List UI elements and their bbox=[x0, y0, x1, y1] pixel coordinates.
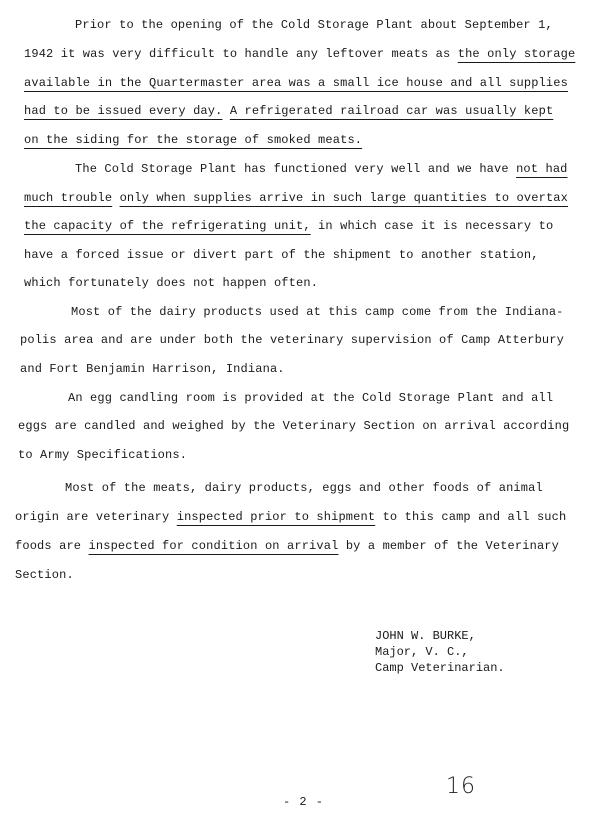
text-segment: which fortunately does not happen often. bbox=[24, 276, 319, 290]
paragraph-cold-storage-function-line bbox=[24, 191, 568, 205]
underlined-text: available in the Quartermaster area was a small ice house and all supplies bbox=[24, 76, 568, 90]
text-segment: Section. bbox=[15, 568, 74, 582]
underlined-text: the only storage bbox=[457, 47, 576, 61]
handwritten-page-number: 16 bbox=[446, 774, 476, 799]
text-segment: foods are bbox=[15, 539, 89, 553]
underlined-text: inspected for condition on arrival bbox=[88, 539, 339, 553]
underlined-text: A refrigerated railroad car was usually kept bbox=[229, 104, 554, 118]
paragraph-inspection-line bbox=[15, 568, 74, 582]
paragraph-storage-history-line bbox=[24, 104, 553, 118]
text-segment bbox=[222, 104, 229, 118]
text-segment: Prior to the opening of the Cold Storage Plant about September 1, bbox=[75, 18, 553, 32]
text-segment: in which case it is necessary to bbox=[310, 219, 554, 233]
paragraph-egg-candling-line bbox=[18, 419, 569, 433]
underlined-text: not had bbox=[516, 162, 568, 176]
text-segment bbox=[112, 191, 119, 205]
text-segment: have a forced issue or divert part of the shipment to another station, bbox=[24, 248, 539, 262]
paragraph-egg-candling-line bbox=[68, 391, 553, 405]
paragraph-inspection-line bbox=[65, 481, 543, 495]
text-segment: An egg candling room is provided at the Cold Storage Plant and all bbox=[68, 391, 554, 405]
paragraph-dairy-products-line bbox=[20, 362, 285, 376]
underlined-text: inspected prior to shipment bbox=[176, 510, 376, 524]
paragraph-cold-storage-function-line bbox=[24, 276, 318, 290]
paragraph-inspection-line bbox=[15, 539, 559, 553]
underlined-text: the capacity of the refrigerating unit, bbox=[24, 219, 311, 233]
paragraph-storage-history-line bbox=[24, 76, 568, 90]
paragraph-cold-storage-function-line bbox=[24, 219, 553, 233]
signature-name: JOHN W. BURKE, bbox=[375, 629, 476, 643]
paragraph-dairy-products-line bbox=[71, 305, 564, 319]
text-segment: Most of the meats, dairy products, eggs and other foods of animal bbox=[65, 481, 543, 495]
underlined-text: much trouble bbox=[24, 191, 113, 205]
signature-title: Camp Veterinarian. bbox=[375, 661, 505, 675]
underlined-text: on the siding for the storage of smoked meats. bbox=[24, 133, 363, 147]
paragraph-storage-history-line bbox=[75, 18, 553, 32]
paragraph-storage-history-line bbox=[24, 47, 575, 61]
text-segment: origin are veterinary bbox=[15, 510, 177, 524]
text-segment: to Army Specifications. bbox=[18, 448, 188, 462]
page-number: - 2 - bbox=[283, 795, 325, 809]
paragraph-cold-storage-function-line bbox=[75, 162, 568, 176]
paragraph-storage-history-line bbox=[24, 133, 362, 147]
text-segment: The Cold Storage Plant has functioned very well and we have bbox=[75, 162, 517, 176]
text-segment: polis area and are under both the veterinary supervision of Camp Atterbury bbox=[20, 333, 564, 347]
signature-rank: Major, V. C., bbox=[375, 645, 469, 659]
text-segment: by a member of the Veterinary bbox=[338, 539, 560, 553]
underlined-text: only when supplies arrive in such large quantities to overtax bbox=[119, 191, 568, 205]
text-segment: eggs are candled and weighed by the Veterinary Section on arrival according bbox=[18, 419, 570, 433]
text-segment: to this camp and all such bbox=[375, 510, 567, 524]
text-segment: Most of the dairy products used at this camp come from the Indiana- bbox=[71, 305, 564, 319]
paragraph-dairy-products-line bbox=[20, 333, 564, 347]
paragraph-egg-candling-line bbox=[18, 448, 187, 462]
paragraph-inspection-line bbox=[15, 510, 566, 524]
text-segment: 1942 it was very difficult to handle any leftover meats as bbox=[24, 47, 458, 61]
paragraph-cold-storage-function-line bbox=[24, 248, 539, 262]
underlined-text: had to be issued every day. bbox=[24, 104, 223, 118]
text-segment: and Fort Benjamin Harrison, Indiana. bbox=[20, 362, 285, 376]
